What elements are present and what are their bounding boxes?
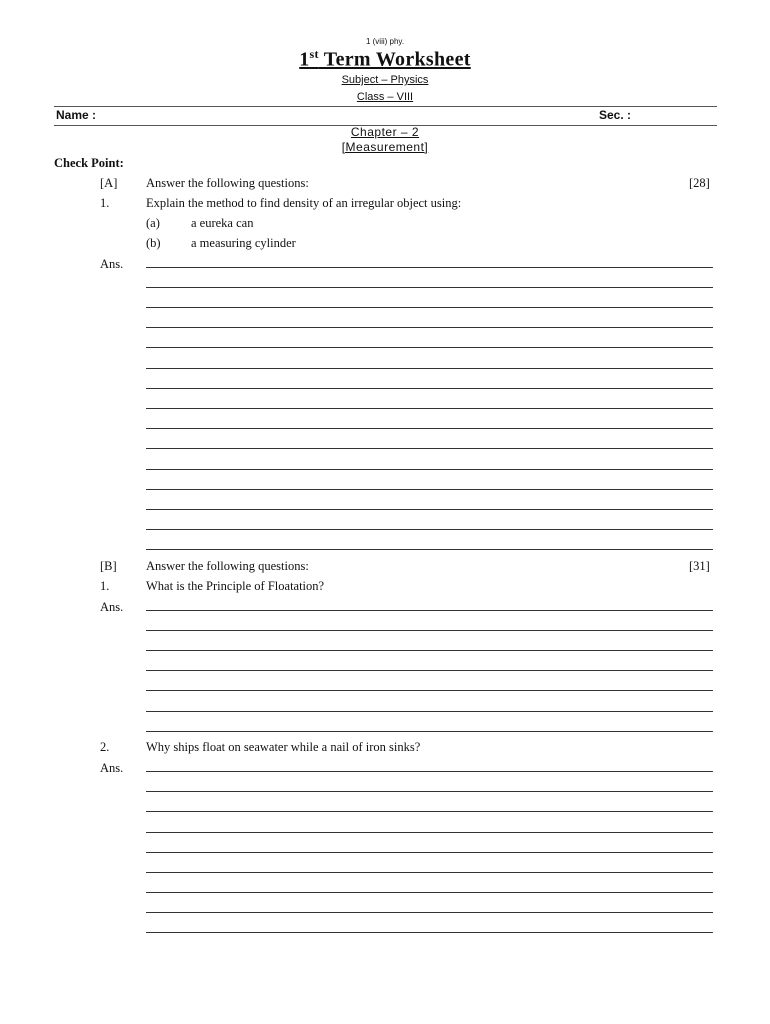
question-b2-number: 2. bbox=[100, 740, 110, 754]
answer-line bbox=[146, 469, 713, 470]
answer-line bbox=[146, 347, 713, 348]
answer-line bbox=[146, 711, 713, 712]
answer-line bbox=[146, 388, 713, 389]
answer-line bbox=[146, 650, 713, 651]
subject-line: Subject – Physics bbox=[341, 74, 429, 86]
title-superscript: st bbox=[309, 47, 319, 61]
section-a-marks: [28] bbox=[689, 176, 710, 190]
answer-line bbox=[146, 852, 713, 853]
answer-line bbox=[146, 932, 713, 933]
worksheet-code: 1 (viii) phy. bbox=[365, 37, 405, 46]
answer-line bbox=[146, 489, 713, 490]
answer-line bbox=[146, 630, 713, 631]
question-b1-number: 1. bbox=[100, 579, 110, 593]
question-b2-text: Why ships float on seawater while a nail of iron sinks? bbox=[146, 740, 421, 754]
answer-line bbox=[146, 912, 713, 913]
option-a-label: (a) bbox=[146, 216, 160, 230]
title-number: 1 bbox=[299, 48, 310, 71]
section-a-label: [A] bbox=[100, 176, 118, 190]
answer-line bbox=[146, 529, 713, 530]
answer-a1-label: Ans. bbox=[100, 257, 124, 271]
answer-b1-label: Ans. bbox=[100, 600, 124, 614]
option-b-label: (b) bbox=[146, 236, 161, 250]
answer-line bbox=[146, 549, 713, 550]
section-b-instruction: Answer the following questions: bbox=[146, 559, 309, 573]
answer-b2-label: Ans. bbox=[100, 761, 124, 775]
section-b-label: [B] bbox=[100, 559, 117, 573]
answer-line bbox=[146, 408, 713, 409]
check-point-heading: Check Point: bbox=[54, 156, 124, 170]
answer-line bbox=[146, 509, 713, 510]
section-b-marks: [31] bbox=[689, 559, 710, 573]
answer-line bbox=[146, 791, 713, 792]
option-b-text: a measuring cylinder bbox=[191, 236, 296, 250]
chapter-topic: [Measurement] bbox=[341, 140, 429, 154]
section-label: Sec. : bbox=[599, 108, 632, 122]
worksheet-title bbox=[0, 47, 770, 72]
question-a1-number: 1. bbox=[100, 196, 110, 210]
question-a1-text: Explain the method to find density of an irregular object using: bbox=[146, 196, 462, 210]
question-b1-text: What is the Principle of Floatation? bbox=[146, 579, 325, 593]
answer-line bbox=[146, 690, 713, 691]
title-text: Term Worksheet bbox=[318, 48, 471, 71]
answer-line bbox=[146, 811, 713, 812]
answer-line bbox=[146, 731, 713, 732]
answer-line bbox=[146, 771, 713, 772]
answer-line bbox=[146, 307, 713, 308]
answer-line bbox=[146, 872, 713, 873]
answer-line bbox=[146, 327, 713, 328]
answer-line bbox=[146, 267, 713, 268]
answer-line bbox=[146, 368, 713, 369]
answer-line bbox=[146, 448, 713, 449]
chapter-number: Chapter – 2 bbox=[350, 125, 420, 139]
answer-line bbox=[146, 610, 713, 611]
answer-line bbox=[146, 428, 713, 429]
answer-line bbox=[146, 670, 713, 671]
answer-line bbox=[146, 832, 713, 833]
section-a-instruction: Answer the following questions: bbox=[146, 176, 309, 190]
name-label: Name : bbox=[56, 108, 97, 122]
option-a-text: a eureka can bbox=[191, 216, 254, 230]
class-line: Class – VIII bbox=[356, 91, 414, 103]
answer-line bbox=[146, 892, 713, 893]
name-row-top-rule bbox=[54, 106, 717, 107]
answer-line bbox=[146, 287, 713, 288]
